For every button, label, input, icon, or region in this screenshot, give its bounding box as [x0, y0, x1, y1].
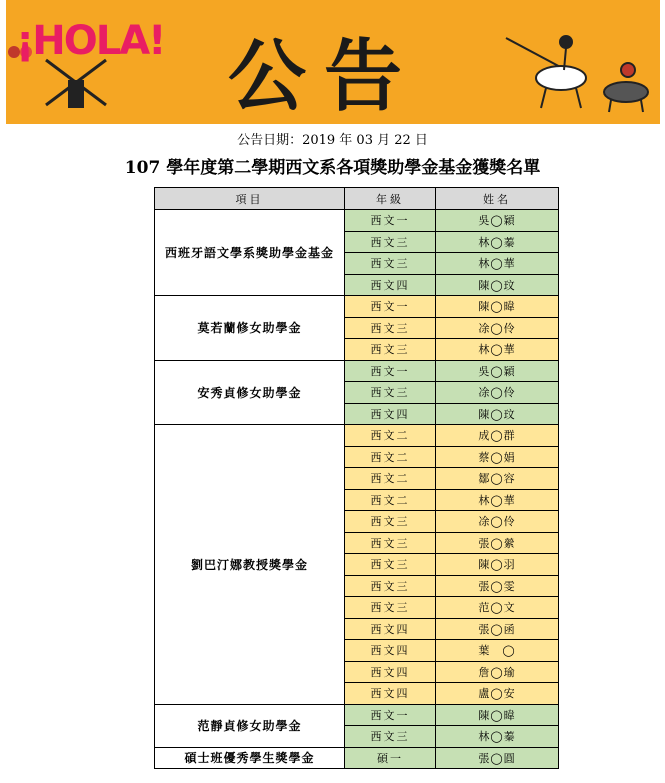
- project-cell: 西班牙語文學系獎助學金基金: [155, 210, 345, 296]
- table-row: [155, 210, 559, 232]
- grade-cell: 碩一: [345, 747, 436, 769]
- name-cell: 吳◯穎: [436, 360, 559, 382]
- project-cell: 范靜貞修女助學金: [155, 704, 345, 747]
- grade-cell: 西文三: [345, 382, 436, 404]
- name-cell: 詹◯瑜: [436, 661, 559, 683]
- name-cell: 陳◯暐: [436, 704, 559, 726]
- project-cell: 莫若蘭修女助學金: [155, 296, 345, 361]
- header-project: 項目: [155, 188, 345, 210]
- grade-cell: 西文二: [345, 425, 436, 447]
- name-cell: 林◯蓁: [436, 726, 559, 748]
- header-grade: 年級: [345, 188, 436, 210]
- header-name: 姓名: [436, 188, 559, 210]
- table-row: [155, 425, 559, 447]
- name-cell: 陳◯羽: [436, 554, 559, 576]
- grade-cell: 西文四: [345, 661, 436, 683]
- grade-cell: 西文一: [345, 360, 436, 382]
- table-row: [155, 296, 559, 318]
- name-cell: 陳◯玟: [436, 274, 559, 296]
- project-cell: 碩士班優秀學生獎學金: [155, 747, 345, 769]
- table-row: [155, 747, 559, 769]
- name-cell: 張◯函: [436, 618, 559, 640]
- banner-title: 公告: [228, 32, 421, 122]
- announcement-date: 公告日期：2019 年 03 月 22 日: [237, 133, 428, 148]
- grade-cell: 西文三: [345, 339, 436, 361]
- grade-cell: 西文四: [345, 683, 436, 705]
- grade-cell: 西文三: [345, 317, 436, 339]
- grade-cell: 西文四: [345, 618, 436, 640]
- grade-cell: 西文三: [345, 575, 436, 597]
- grade-cell: 西文三: [345, 511, 436, 533]
- grade-cell: 西文二: [345, 468, 436, 490]
- grade-cell: 西文三: [345, 532, 436, 554]
- name-cell: 張◯圓: [436, 747, 559, 769]
- grade-cell: 西文一: [345, 296, 436, 318]
- name-cell: 葉 ◯: [436, 640, 559, 662]
- page-title: 107 學年度第二學期西文系各項獎助學金基金獲獎名單: [124, 158, 541, 178]
- name-cell: 凃◯伶: [436, 511, 559, 533]
- name-cell: 張◯縈: [436, 532, 559, 554]
- table-body: [155, 210, 559, 769]
- name-cell: 張◯雯: [436, 575, 559, 597]
- donkey-icon: [604, 63, 648, 112]
- grade-cell: 西文三: [345, 253, 436, 275]
- awards-table: [154, 187, 559, 769]
- grade-cell: 西文四: [345, 274, 436, 296]
- table-row: [155, 360, 559, 382]
- name-cell: 吳◯穎: [436, 210, 559, 232]
- name-cell: 凃◯伶: [436, 317, 559, 339]
- name-cell: 林◯華: [436, 339, 559, 361]
- grade-cell: 西文一: [345, 210, 436, 232]
- name-cell: 盧◯安: [436, 683, 559, 705]
- name-cell: 蔡◯娟: [436, 446, 559, 468]
- windmill-icon: [46, 60, 106, 108]
- table-header-row: [155, 188, 559, 210]
- project-cell: 劉巴汀娜教授獎學金: [155, 425, 345, 705]
- name-cell: 林◯華: [436, 253, 559, 275]
- project-cell: 安秀貞修女助學金: [155, 360, 345, 425]
- grade-cell: 西文四: [345, 403, 436, 425]
- grade-cell: 西文三: [345, 554, 436, 576]
- name-cell: 成◯群: [436, 425, 559, 447]
- grade-cell: 西文三: [345, 231, 436, 253]
- banner: [6, 0, 660, 124]
- grade-cell: 西文三: [345, 726, 436, 748]
- knight-icon: [506, 36, 586, 108]
- name-cell: 鄒◯容: [436, 468, 559, 490]
- name-cell: 范◯文: [436, 597, 559, 619]
- grade-cell: 西文三: [345, 597, 436, 619]
- holo-logo: ¡HOLA!: [16, 18, 165, 64]
- name-cell: 林◯蓁: [436, 231, 559, 253]
- name-cell: 陳◯玟: [436, 403, 559, 425]
- name-cell: 凃◯伶: [436, 382, 559, 404]
- grade-cell: 西文二: [345, 446, 436, 468]
- name-cell: 陳◯暐: [436, 296, 559, 318]
- table-row: [155, 704, 559, 726]
- grade-cell: 西文二: [345, 489, 436, 511]
- name-cell: 林◯華: [436, 489, 559, 511]
- grade-cell: 西文一: [345, 704, 436, 726]
- grade-cell: 西文四: [345, 640, 436, 662]
